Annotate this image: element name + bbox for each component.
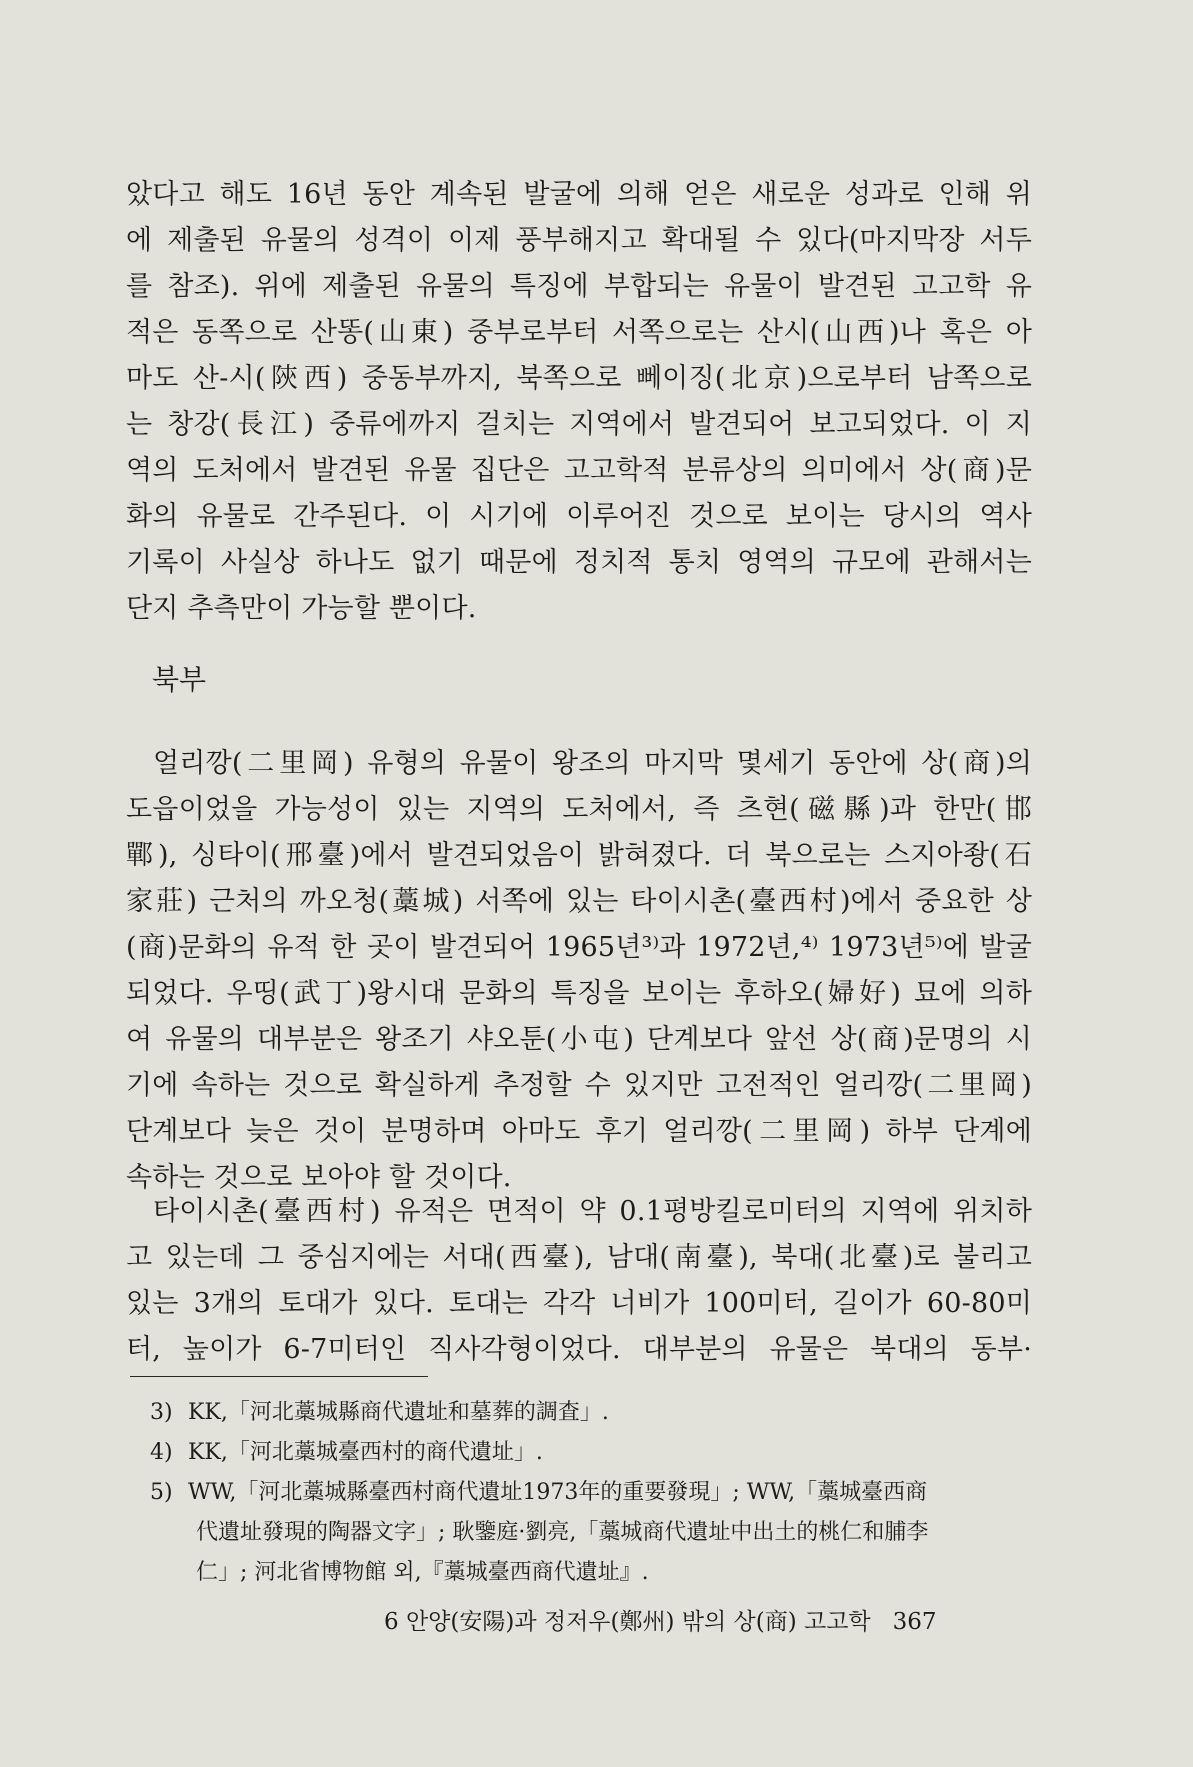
- footnote-text: KK,「河北藁城縣商代遺址和墓葬的調査」.: [188, 1400, 609, 1425]
- text-line: 역의 도처에서 발견된 유물 집단은 고고학적 분류상의 의미에서 상(商)문: [126, 455, 1032, 486]
- text-line: 속하는 것으로 보아야 할 것이다.: [126, 1162, 512, 1193]
- text-line: 여 유물의 대부분은 왕조기 샤오툰(小屯) 단계보다 앞선 상(商)문명의 시: [126, 1024, 1032, 1055]
- footnote-text: KK,「河北藁城臺西村的商代遺址」.: [188, 1440, 543, 1465]
- section-heading: 북부: [152, 663, 207, 696]
- text-line: 되었다. 우띵(武丁)왕시대 문화의 특징을 보이는 후하오(婦好) 묘에 의하: [126, 978, 1032, 1009]
- text-line: 家莊) 근처의 까오청(藁城) 서쪽에 있는 타이시촌(臺西村)에서 중요한 상: [126, 886, 1032, 917]
- footnote-5-continuation: 代遺址發現的陶器文字」; 耿鑒庭·劉亮,「藁城商代遺址中出土的桃仁和脯李: [196, 1520, 929, 1545]
- page-number: 367: [892, 1609, 937, 1635]
- footnote-3: [150, 1393, 1030, 1433]
- text-line: 는 창강(長江) 중류에까지 걸치는 지역에서 발견되어 보고되었다. 이 지: [126, 409, 1032, 440]
- text-line: 단지 추측만이 가능할 뿐이다.: [126, 593, 477, 624]
- text-line: 를 참조). 위에 제출된 유물의 특징에 부합되는 유물이 발견된 고고학 유: [126, 271, 1032, 302]
- text-line: 적은 동쪽으로 산똥(山東) 중부로부터 서쪽으로는 산시(山西)나 혹은 아: [126, 317, 1032, 348]
- text-line: 고 있는데 그 중심지에는 서대(西臺), 남대(南臺), 북대(北臺)로 불리고: [126, 1242, 1032, 1273]
- text-line: 타이시촌(臺西村) 유적은 면적이 약 0.1평방킬로미터의 지역에 위치하: [153, 1196, 1032, 1227]
- paragraph-1: [126, 172, 1032, 632]
- text-line: 았다고 해도 16년 동안 계속된 발굴에 의해 얻은 새로운 성과로 인해 위: [126, 179, 1032, 210]
- text-line: 기에 속하는 것으로 확실하게 추정할 수 있지만 고전적인 얼리깡(二里岡): [126, 1070, 1032, 1101]
- footnote-4: [150, 1433, 1030, 1473]
- running-title: 6 안양(安陽)과 정저우(鄭州) 밖의 상(商) 고고학: [384, 1609, 871, 1635]
- text-line: 마도 산-시(陝西) 중동부까지, 북쪽으로 뻬이징(北京)으로부터 남쪽으로: [126, 363, 1032, 394]
- footnote-text: WW,「河北藁城縣臺西村商代遺址1973年的重要發現」; WW,「藁城臺西商: [188, 1480, 928, 1505]
- text-line: 도읍이었을 가능성이 있는 지역의 도처에서, 즉 츠현(磁縣)과 한만(邯: [126, 794, 1032, 825]
- running-footer: [384, 1602, 937, 1642]
- paragraph-2: [126, 741, 1032, 1201]
- text-line: 기록이 사실상 하나도 없기 때문에 정치적 통치 영역의 규모에 관해서는: [126, 547, 1032, 578]
- text-line: 터, 높이가 6-7미터인 직사각형이었다. 대부분의 유물은 북대의 동부·: [126, 1334, 1032, 1365]
- footnotes: [150, 1393, 1030, 1593]
- footnote-5: [150, 1473, 1030, 1513]
- footnote-5-continuation: 仁」; 河北省博物館 외,『藁城臺西商代遺址』.: [196, 1560, 649, 1585]
- text-line: 에 제출된 유물의 성격이 이제 풍부해지고 확대될 수 있다(마지막장 서두: [126, 225, 1032, 256]
- text-line: 단계보다 늦은 것이 분명하며 아마도 후기 얼리깡(二里岡) 하부 단계에: [126, 1116, 1032, 1147]
- footnote-divider: [130, 1376, 428, 1377]
- footnote-number: 5): [150, 1480, 173, 1505]
- footnote-number: 3): [150, 1400, 173, 1425]
- text-line: 있는 3개의 토대가 있다. 토대는 각각 너비가 100미터, 길이가 60-80미: [126, 1288, 1032, 1319]
- text-line: 얼리깡(二里岡) 유형의 유물이 왕조의 마지막 몇세기 동안에 상(商)의: [153, 748, 1032, 779]
- text-line: 화의 유물로 간주된다. 이 시기에 이루어진 것으로 보이는 당시의 역사: [126, 501, 1032, 532]
- footnote-number: 4): [150, 1440, 173, 1465]
- text-line: 鄲), 싱타이(邢臺)에서 발견되었음이 밝혀졌다. 더 북으로는 스지아좡(石: [126, 840, 1032, 871]
- text-line: (商)문화의 유적 한 곳이 발견되어 1965년³⁾과 1972년,⁴⁾ 1973년⁵⁾에 발굴: [126, 932, 1032, 963]
- paragraph-3: [126, 1189, 1032, 1373]
